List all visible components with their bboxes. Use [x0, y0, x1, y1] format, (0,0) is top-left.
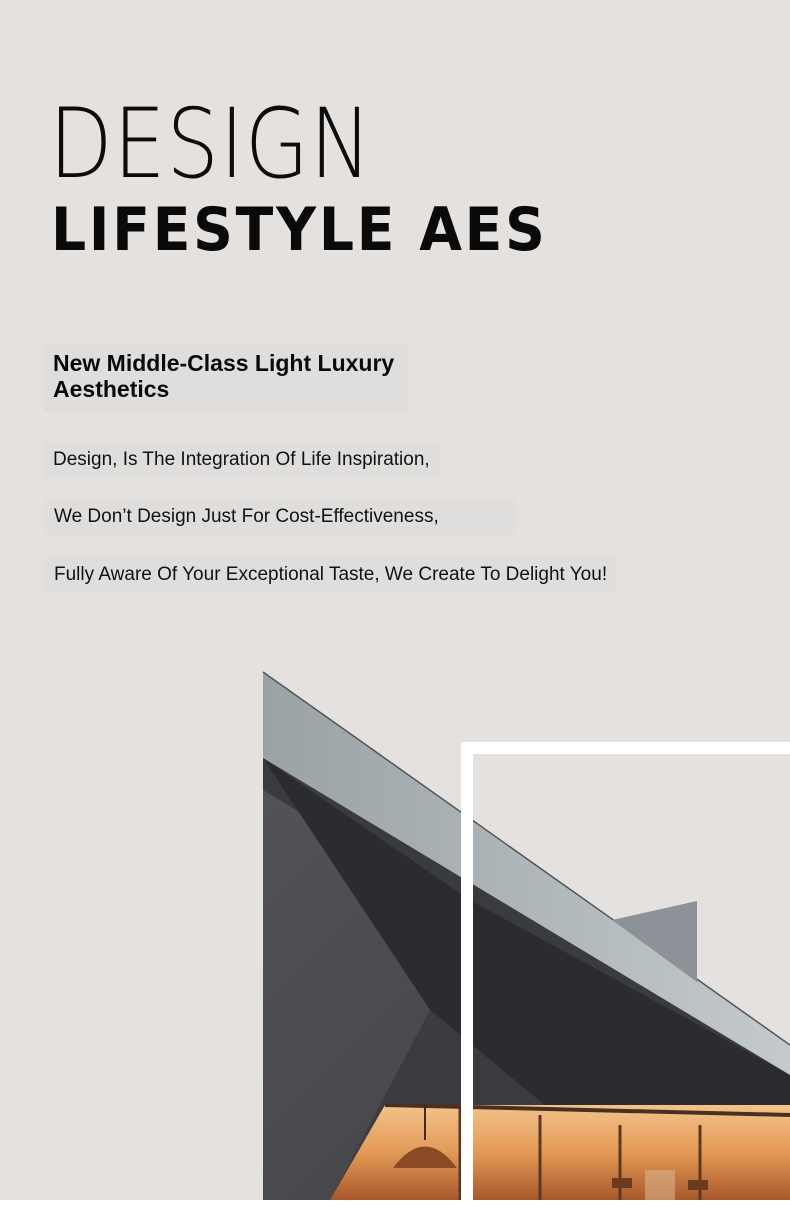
title-lifestyle: LIFESTYLE AES — [51, 195, 548, 265]
bottom-border — [0, 1200, 790, 1207]
tagline-line-2: We Don’t Design Just For Cost-Effectiveness, — [45, 499, 515, 535]
subtitle: New Middle-Class Light Luxury Aesthetics — [44, 344, 408, 412]
white-frame — [461, 742, 790, 1200]
tagline-line-3: Fully Aware Of Your Exceptional Taste, We Create To Delight You! — [45, 557, 616, 593]
tagline-line-1: Design, Is The Integration Of Life Inspiration, — [44, 442, 439, 478]
title-design: DESIGN — [49, 88, 373, 200]
